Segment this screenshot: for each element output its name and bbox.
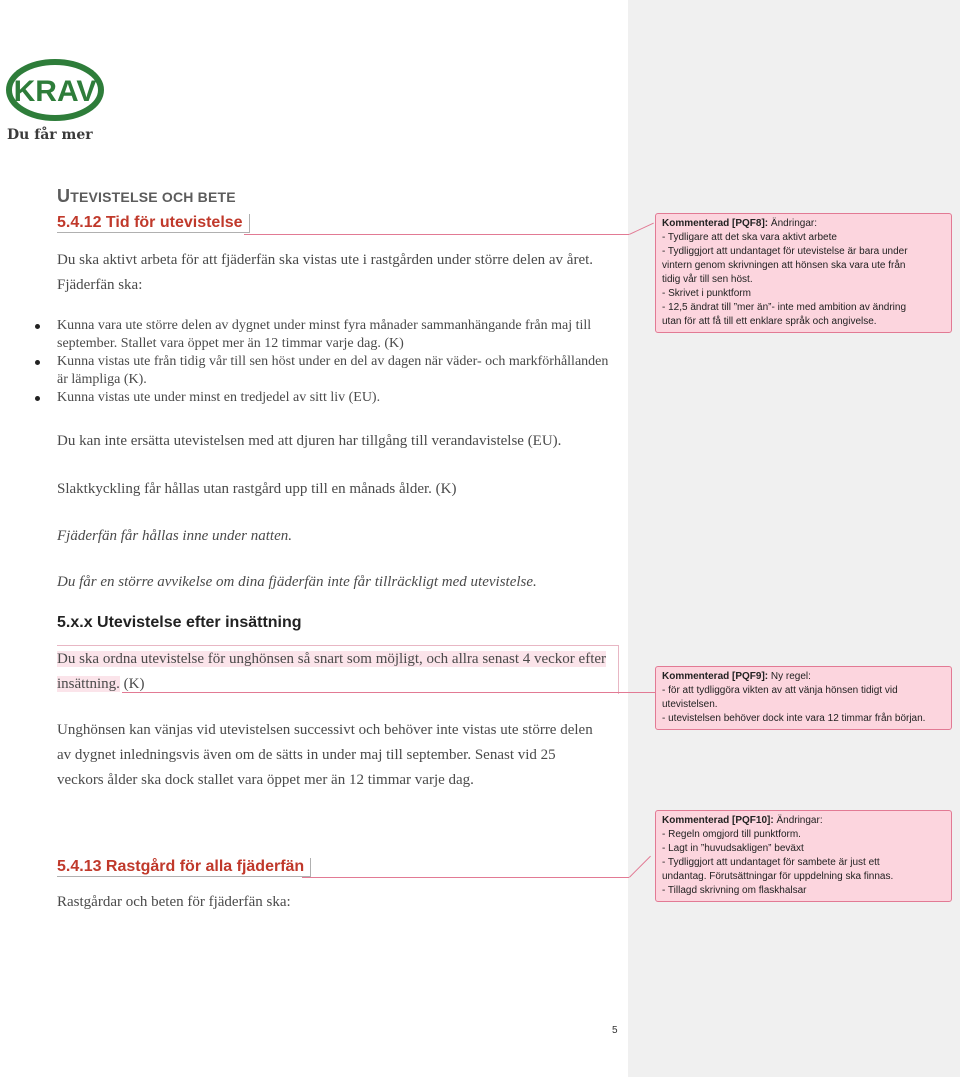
comment-line: undantag. Förutsättningar för uppdelning ska finnas.	[662, 871, 894, 882]
comment-line: - Tillagd skrivning om flaskhalsar	[662, 885, 807, 896]
bullet-icon	[35, 360, 40, 365]
logo-brand: KRAV	[13, 75, 97, 108]
comment-connector	[244, 234, 629, 235]
list-item-line: är lämpliga (K).	[57, 372, 147, 387]
highlighted-text: Du ska ordna utevistelse för unghönsen så snart som möjligt, och allra senast 4 veckor efter	[57, 651, 607, 667]
list-item	[35, 317, 615, 353]
comment-line: - Skrivet i punktform	[662, 288, 751, 299]
comment-line: utevistelsen.	[662, 699, 718, 710]
section-title-rest: TEVISTELSE OCH BETE	[70, 189, 236, 205]
comment-connector	[302, 877, 629, 878]
paragraph-line: veckors ålder ska dock stallet vara öppet mer än 12 timmar varje dag.	[57, 772, 474, 788]
paragraph-verandavistelse: Du kan inte ersätta utevistelsen med att djuren har tillgång till verandavistelse (EU).	[57, 433, 562, 449]
comment-intro: Ändringar:	[768, 218, 818, 229]
bullet-icon	[35, 324, 40, 329]
paragraph-aktivt-arbeta: Du ska aktivt arbeta för att fjäderfän ska vistas ute i rastgården under större delen av året.	[57, 252, 594, 268]
comments-pane	[628, 0, 960, 1077]
list-item-line: Kunna vistas ute under minst en tredjedel av sitt liv (EU).	[57, 390, 381, 405]
list-item-line: Kunna vara ute större delen av dygnet under minst fyra månader sammanhängande från maj till	[57, 318, 592, 333]
comment-intro: Ändringar:	[773, 815, 823, 826]
list-item-line: september. Stallet vara öppet mer än 12 timmar varje dag. (K)	[57, 336, 404, 351]
paragraph-natten: Fjäderfän får hållas inne under natten.	[57, 528, 292, 544]
k-marker: (K)	[119, 676, 145, 692]
comment-line: - för att tydliggöra vikten av att vänja hönsen tidigt vid	[662, 685, 898, 696]
comment-line: - 12,5 ändrat till ”mer än”- inte med ambition av ändring	[662, 302, 907, 313]
paragraph-ordna-utevistelse	[57, 647, 606, 697]
comment-intro: Ny regel:	[768, 671, 811, 682]
comment-line: vintern genom skrivningen att hönsen ska vara ute från	[662, 260, 906, 271]
comment-line: - Lagt in ”huvudsakligen” beväxt	[662, 843, 804, 854]
comment-title: Kommenterad [PQF10]:	[662, 815, 774, 826]
comment-line: - Regeln omgjord till punktform.	[662, 829, 801, 840]
comment-title: Kommenterad [PQF8]:	[662, 218, 769, 229]
paragraph-line: Unghönsen kan vänjas vid utevistelsen successivt och behöver inte vistas ute större delen	[57, 722, 593, 738]
requirements-list	[35, 317, 615, 407]
highlighted-text: insättning.	[57, 676, 120, 692]
comment-line: - Tydligare att det ska vara aktivt arbete	[662, 232, 837, 243]
list-item-line: Kunna vistas ute från tidig vår till sen höst under en del av dagen när väder- och markförhållanden	[57, 354, 609, 369]
paragraph-avvikelse: Du får en större avvikelse om dina fjäderfän inte får tillräckligt med utevistelse.	[57, 574, 537, 590]
paragraph-slaktkyckling: Slaktkyckling får hållas utan rastgård upp till en månads ålder. (K)	[57, 481, 457, 497]
section-title	[57, 186, 236, 207]
comment-line: tidig vår till sen höst.	[662, 274, 753, 285]
list-item	[35, 353, 615, 389]
heading-rastgard: 5.4.13 Rastgård för alla fjäderfän	[57, 858, 311, 877]
comment-pqf9[interactable]	[655, 666, 952, 730]
list-item	[35, 389, 615, 407]
section-title-initial: U	[57, 186, 71, 206]
paragraph-rastgardar: Rastgårdar och beten för fjäderfän ska:	[57, 894, 291, 910]
heading-utevistelse-efter-insattning: 5.x.x Utevistelse efter insättning	[57, 614, 302, 631]
comment-line: utan för att få till ett enklare språk och angivelse.	[662, 316, 877, 327]
comment-pqf10[interactable]	[655, 810, 952, 902]
logo-tagline: Du får mer	[7, 127, 93, 143]
comment-line: - utevistelsen behöver dock inte vara 12 timmar från början.	[662, 713, 926, 724]
comment-line: - Tydliggjort att undantaget för utevistelse är bara under	[662, 246, 908, 257]
heading-tid-for-utevistelse: 5.4.12 Tid för utevistelse	[57, 214, 250, 233]
page-number: 5	[612, 1025, 618, 1036]
comment-pqf8[interactable]	[655, 213, 952, 333]
paragraph-unghonsen	[57, 718, 593, 793]
bullet-icon	[35, 396, 40, 401]
comment-line: - Tydliggjort att undantaget för sambete är just ett	[662, 857, 880, 868]
paragraph-line: av dygnet inledningsvis även om de sätts in under maj till september. Senast vid 25	[57, 747, 556, 763]
comment-title: Kommenterad [PQF9]:	[662, 671, 769, 682]
paragraph-fjaderfan-ska: Fjäderfän ska:	[57, 277, 143, 293]
comment-connector	[122, 692, 655, 693]
